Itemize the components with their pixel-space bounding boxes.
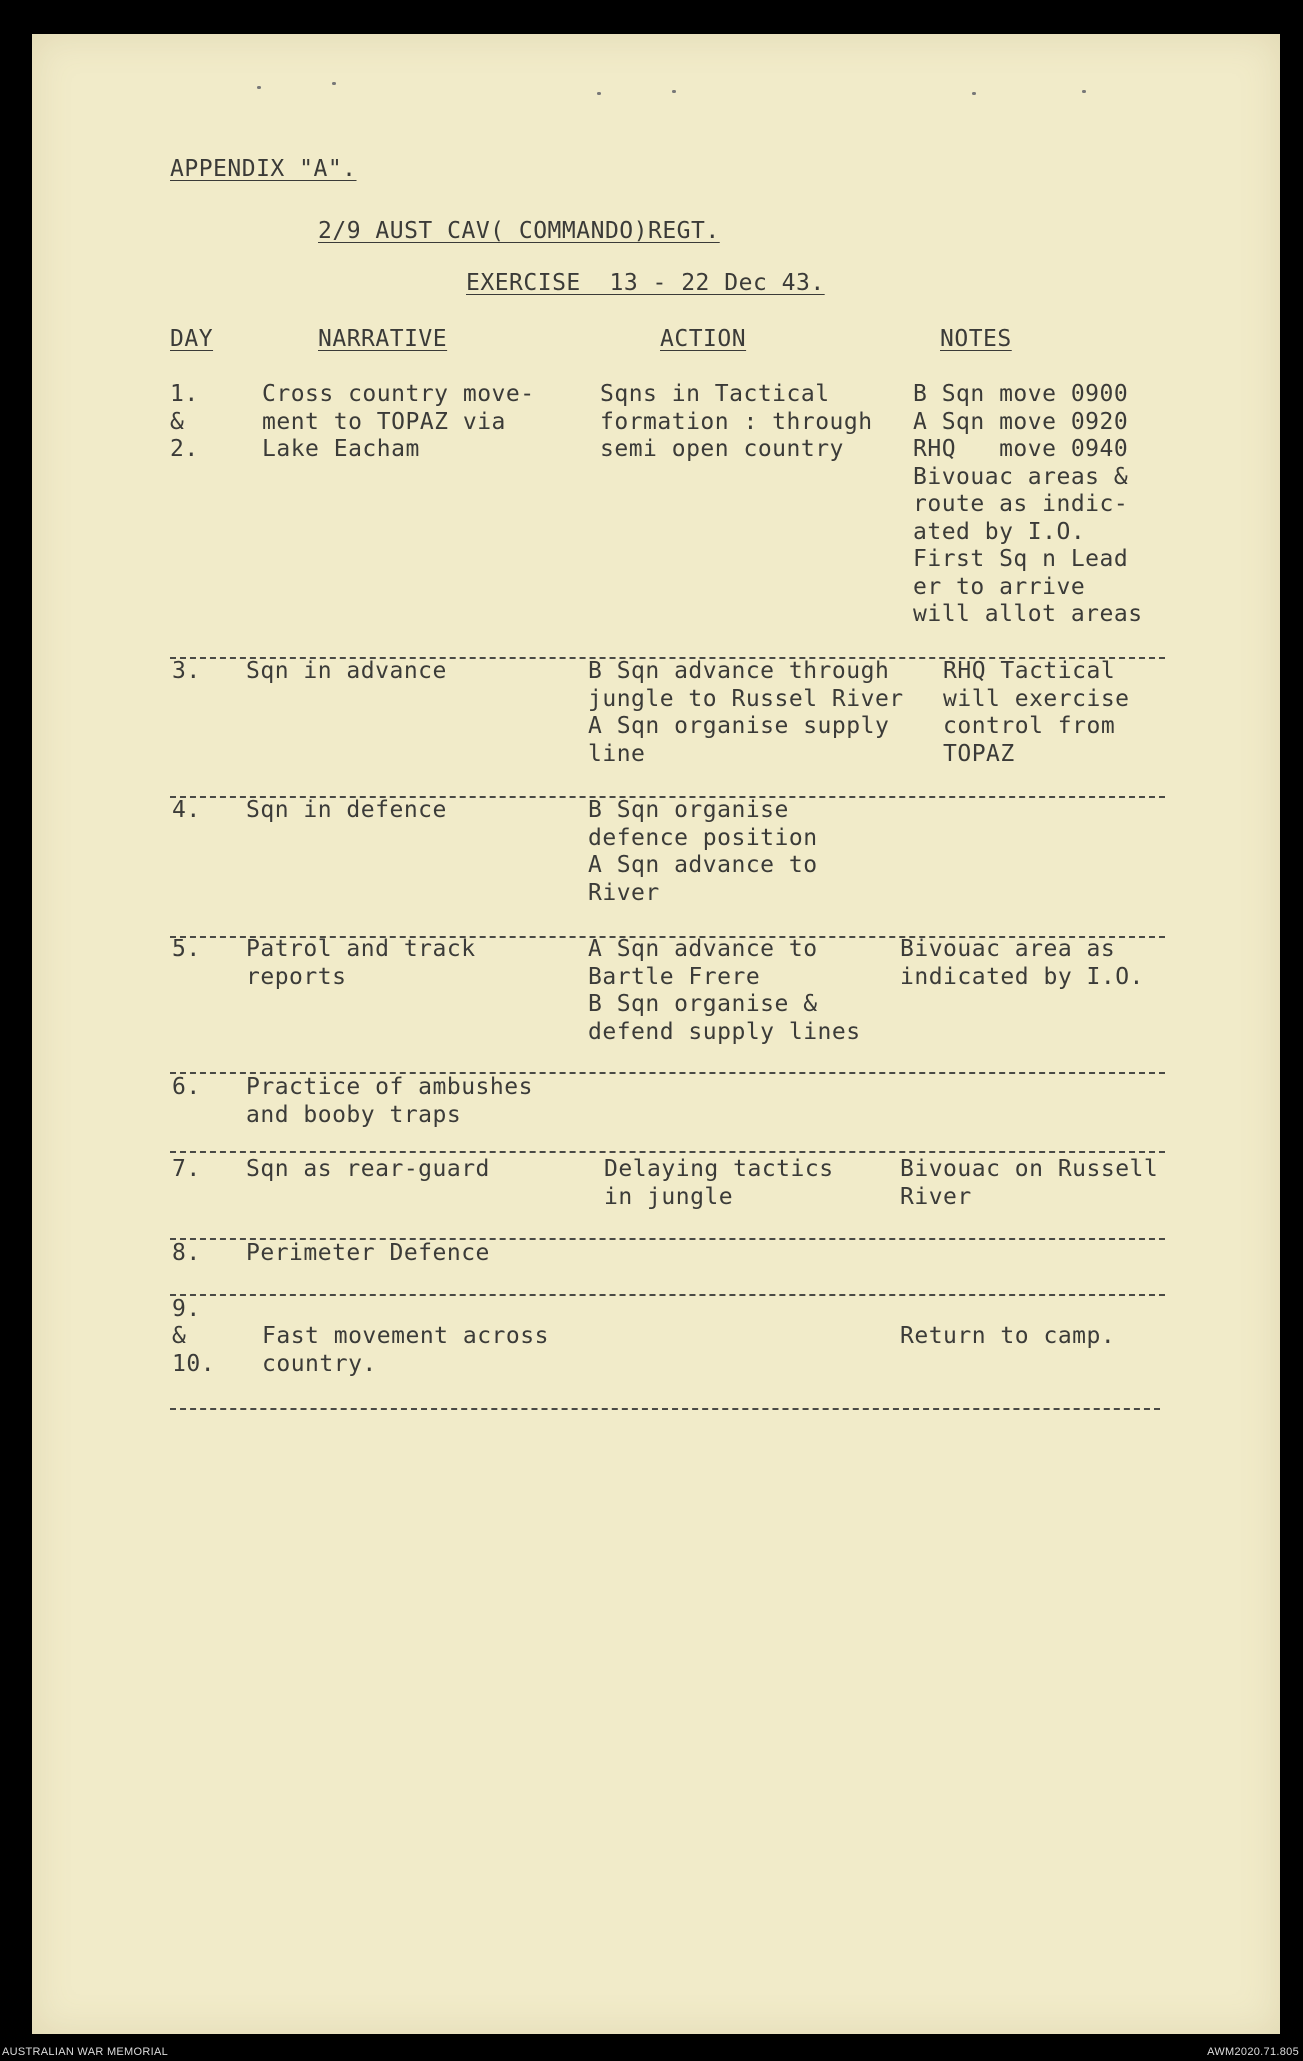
- row-5-narrative: Patrol and track reports: [246, 936, 476, 990]
- row-divider: [170, 1408, 1160, 1410]
- row-3-narrative: Sqn in advance: [246, 658, 447, 684]
- row-7-day: 7.: [172, 1156, 201, 1182]
- staple-mark: [332, 82, 336, 85]
- staple-mark: [1082, 90, 1086, 93]
- row-6-narrative: Practice of ambushes and booby traps: [246, 1074, 533, 1128]
- row-3-notes: RHQ Tactical will exercise control from TOPAZ: [943, 658, 1130, 767]
- staple-mark: [257, 86, 261, 89]
- staple-mark: [972, 92, 976, 95]
- row-3-day: 3.: [172, 658, 201, 684]
- row-5-day: 5.: [172, 936, 201, 962]
- column-day: DAY: [170, 326, 214, 352]
- footer-institution: AUSTRALIAN WAR MEMORIAL: [2, 2046, 169, 2058]
- row-divider: [170, 1294, 1165, 1296]
- staple-mark: [597, 92, 601, 95]
- row-9-day: 9.: [172, 1296, 201, 1322]
- footer-accession: AWM2020.71.805: [1207, 2046, 1299, 2058]
- row-6-day: 6.: [172, 1074, 201, 1100]
- row-1-action: Sqns in Tactical formation : through semi open country: [600, 381, 873, 462]
- row-5-notes: Bivouac area as indicated by I.O.: [900, 936, 1144, 990]
- row-5-action: A Sqn advance to Bartle Frere B Sqn organise & defend supply lines: [588, 936, 861, 1045]
- row-7-action: Delaying tactics in jungle: [604, 1156, 834, 1210]
- row-divider: [170, 1151, 1165, 1153]
- staple-mark: [672, 90, 676, 93]
- row-8-day: 8.: [172, 1240, 201, 1266]
- row-4-narrative: Sqn in defence: [246, 797, 447, 823]
- row-1-narrative: Cross country move- ment to TOPAZ via Lake Eacham: [262, 381, 535, 462]
- row-7-narrative: Sqn as rear-guard: [246, 1156, 490, 1182]
- row-10-notes: Return to camp.: [900, 1323, 1116, 1349]
- appendix-heading: APPENDIX "A".: [170, 156, 357, 182]
- column-notes: NOTES: [940, 326, 1012, 352]
- row-3-action: B Sqn advance through jungle to Russel River A Sqn organise supply line: [588, 658, 904, 767]
- row-7-notes: Bivouac on Russell River: [900, 1156, 1159, 1210]
- row-10-day: & 10.: [172, 1323, 216, 1377]
- row-8-narrative: Perimeter Defence: [246, 1240, 490, 1266]
- row-4-day: 4.: [172, 797, 201, 823]
- exercise-title: EXERCISE 13 - 22 Dec 43.: [466, 270, 825, 296]
- row-4-action: B Sqn organise defence position A Sqn advance to River: [588, 797, 818, 906]
- row-1-day: 1. & 2.: [170, 381, 199, 462]
- row-10-narrative: Fast movement across country.: [262, 1323, 549, 1377]
- column-narrative: NARRATIVE: [318, 326, 448, 352]
- column-action: ACTION: [660, 326, 747, 352]
- unit-title: 2/9 AUST CAV( COMMANDO)REGT.: [318, 218, 720, 244]
- row-1-notes: B Sqn move 0900 A Sqn move 0920 RHQ move 0940 Bivouac areas & route as indic- ated by I.O. First Sq n Lead er to arrive will allot areas: [913, 381, 1143, 627]
